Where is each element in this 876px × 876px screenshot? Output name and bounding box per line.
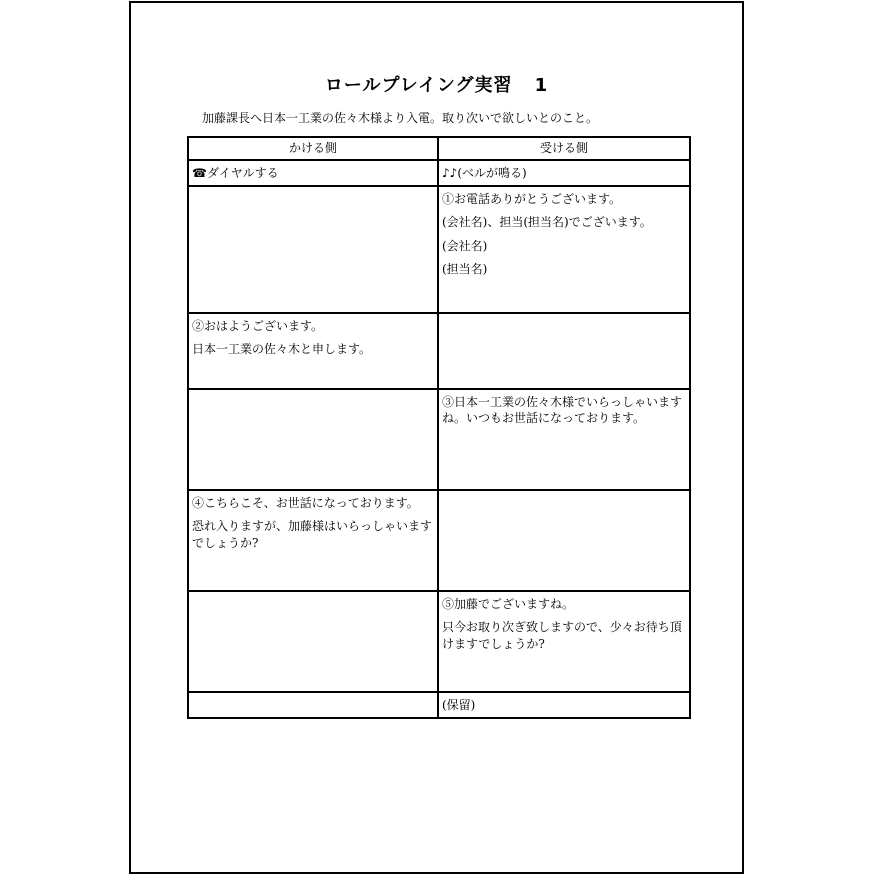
- header-caller: かける側: [188, 137, 438, 160]
- receiver-text: (ベルが鳴る): [457, 166, 527, 180]
- page-title: [131, 71, 742, 97]
- caller-cell-empty: [188, 692, 438, 718]
- caller-cell: [188, 313, 438, 389]
- document-page: [129, 1, 744, 874]
- receiver-cell: [438, 186, 690, 313]
- telephone-icon: ☎: [192, 166, 207, 180]
- instruction-text: 加藤課長へ日本一工業の佐々木様より入電。取り次いで欲しいとのこと。: [202, 111, 599, 125]
- receiver-cell-empty: [438, 490, 690, 591]
- title-text: ロールプレイング実習: [324, 75, 513, 96]
- caller-line: ④こちらこそ、お世話になっております。: [192, 496, 419, 511]
- caller-line: 日本一工業の佐々木と申します。: [192, 342, 372, 357]
- table-header-row: [188, 137, 690, 160]
- roleplay-table: [187, 136, 691, 719]
- caller-line: 恐れ入りますが、加藤様はいらっしゃいますでしょうか?: [192, 519, 433, 550]
- caller-cell-empty: [188, 389, 438, 490]
- table-row: [188, 591, 690, 692]
- caller-text: ダイヤルする: [206, 166, 279, 180]
- caller-cell-empty: [188, 186, 438, 313]
- table-row: [188, 313, 690, 389]
- table-row: [188, 186, 690, 313]
- receiver-text: (保留): [442, 698, 476, 713]
- table-row: [188, 160, 690, 186]
- receiver-cell: [438, 389, 690, 490]
- receiver-line: 只今お取り次ぎ致しますので、少々お待ち頂けますでしょうか?: [442, 620, 682, 651]
- receiver-line: ③日本一工業の佐々木様でいらっしゃいますね。いつもお世話になっております。: [442, 395, 683, 426]
- receiver-line: (担当名): [442, 261, 488, 276]
- receiver-line: (会社名): [442, 238, 488, 253]
- receiver-cell: [438, 160, 690, 186]
- receiver-cell-empty: [438, 313, 690, 389]
- receiver-cell: [438, 591, 690, 692]
- receiver-cell: [438, 692, 690, 718]
- caller-cell-empty: [188, 591, 438, 692]
- table-row: [188, 692, 690, 718]
- table-row: [188, 389, 690, 490]
- table-row: [188, 490, 690, 591]
- caller-cell: [188, 160, 438, 186]
- title-number: 1: [534, 75, 549, 96]
- receiver-line: ⑤加藤でございますね。: [442, 597, 575, 612]
- header-receiver: 受ける側: [438, 137, 690, 160]
- receiver-line: (会社名)、担当(担当名)でございます。: [442, 215, 652, 230]
- caller-cell: [188, 490, 438, 591]
- receiver-line: ①お電話ありがとうございます。: [442, 192, 622, 207]
- caller-line: ②おはようございます。: [192, 319, 324, 334]
- music-note-icon: ♪♪: [442, 166, 458, 180]
